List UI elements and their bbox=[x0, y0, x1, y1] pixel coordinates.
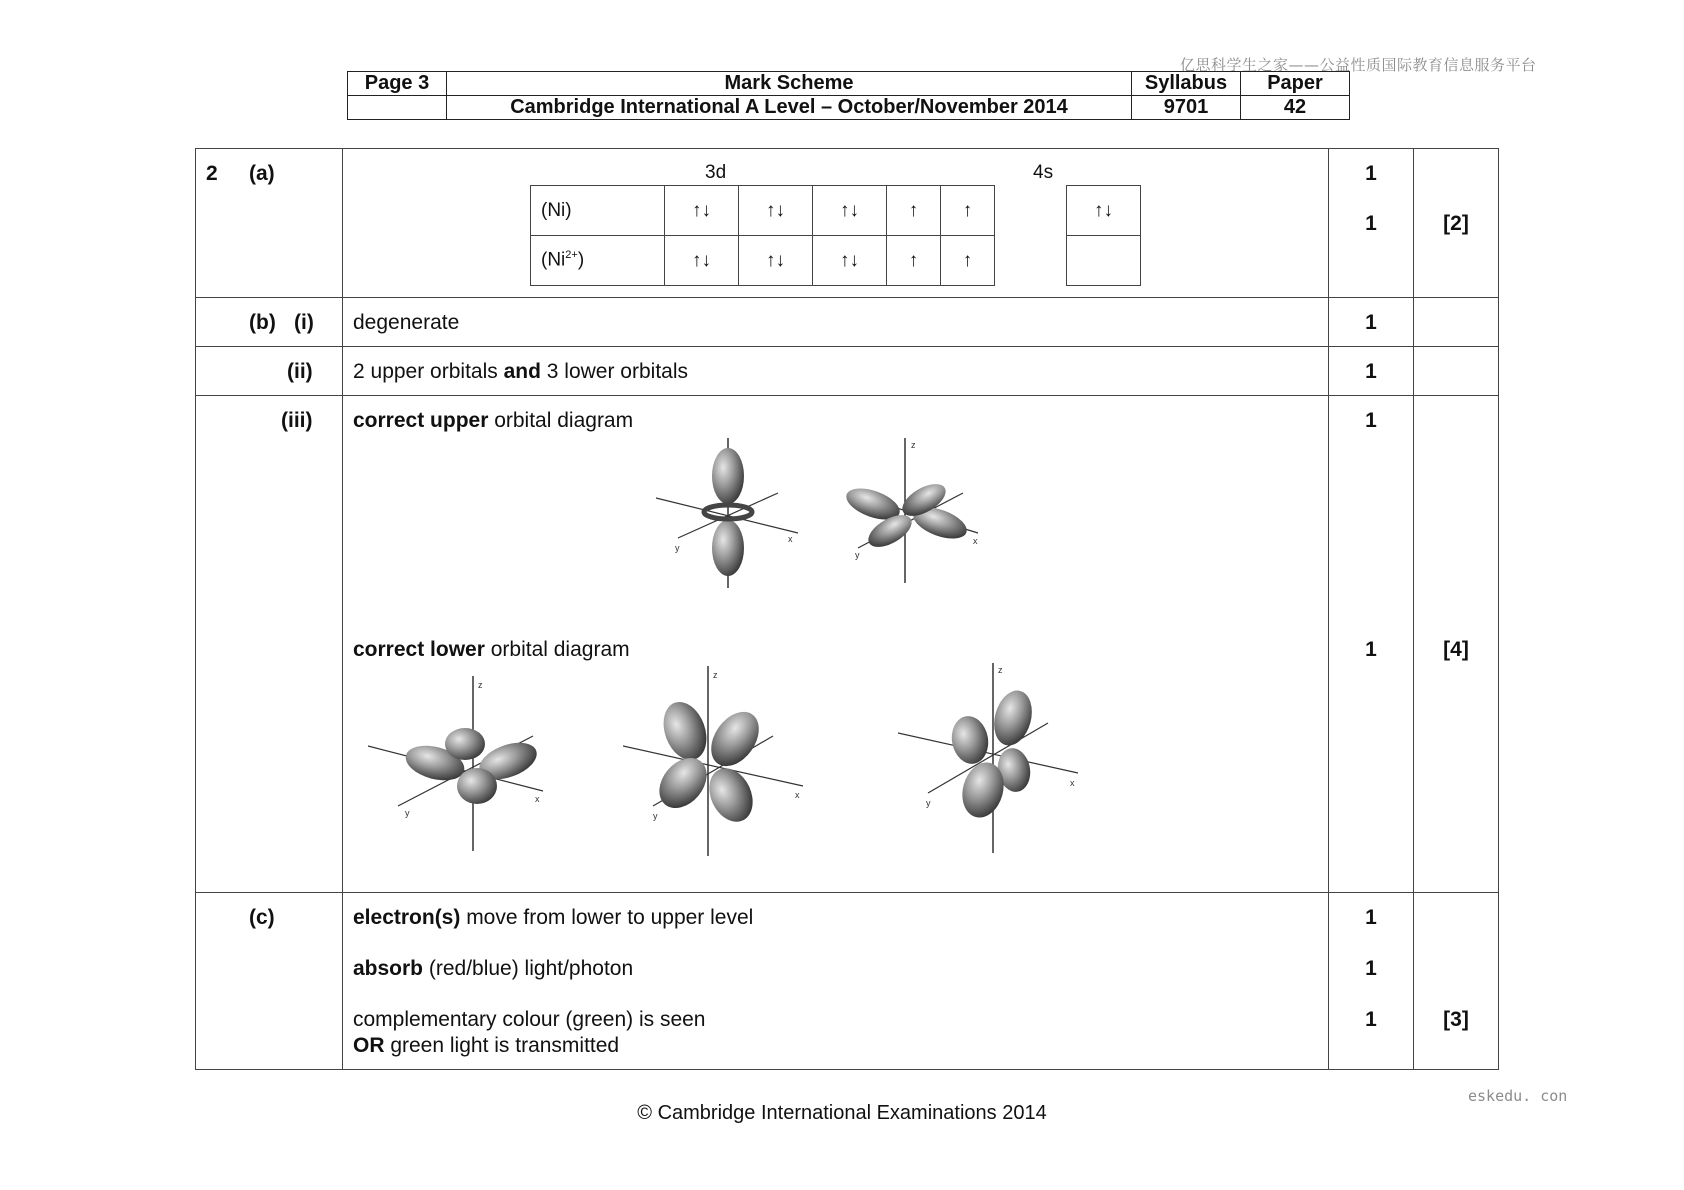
question-part: (a) bbox=[249, 162, 275, 185]
question-subpart: (ii) bbox=[287, 360, 313, 383]
dx2y2-orbital-diagram bbox=[833, 438, 983, 588]
svg-text:y: y bbox=[855, 550, 860, 560]
total-mark: [3] bbox=[1443, 1008, 1469, 1031]
question-number: 2 bbox=[206, 162, 218, 185]
answer-text: complementary colour (green) is seen bbox=[353, 1008, 706, 1031]
total-cell bbox=[1414, 347, 1499, 396]
svg-text:x: x bbox=[973, 536, 978, 546]
syllabus-label: Syllabus bbox=[1132, 72, 1241, 96]
answer-text: absorb (red/blue) light/photon bbox=[353, 957, 634, 980]
answer-text: OR green light is transmitted bbox=[353, 1034, 620, 1057]
svg-text:y: y bbox=[653, 811, 658, 821]
question-cell bbox=[196, 347, 343, 396]
orbital-box: ↑↓ bbox=[1067, 186, 1141, 236]
question-cell bbox=[196, 298, 343, 347]
mark-scheme-table bbox=[195, 148, 1499, 1070]
orbital-box: ↑↓ bbox=[813, 236, 887, 286]
syllabus-code: 9701 bbox=[1132, 96, 1241, 120]
answer-cell bbox=[343, 298, 1329, 347]
dyz-orbital-diagram bbox=[898, 658, 1083, 853]
svg-text:x: x bbox=[795, 790, 800, 800]
svg-text:x: x bbox=[1070, 778, 1075, 788]
row-label-ni2: $(Ni^{2+})$ bbox=[531, 236, 665, 286]
question-subpart: (i) bbox=[294, 311, 314, 334]
label-3d: 3d bbox=[705, 162, 727, 183]
svg-text:y: y bbox=[926, 798, 931, 808]
copyright-footer: © Cambridge International Examinations 2014 bbox=[637, 1102, 1047, 1124]
orbital-box: ↑ bbox=[941, 186, 995, 236]
svg-text:x: x bbox=[535, 794, 540, 804]
question-cell bbox=[196, 396, 343, 893]
watermark-url: eskedu. con bbox=[1468, 1087, 1568, 1105]
dxy-orbital-diagram bbox=[363, 666, 548, 851]
orbital-box: ↑↓ bbox=[739, 236, 813, 286]
exam-name: Cambridge International A Level – October/November 2014 bbox=[447, 96, 1132, 120]
answer-text: 2 upper orbitals and 3 lower orbitals bbox=[353, 360, 688, 383]
mark: 1 bbox=[1365, 212, 1377, 235]
total-mark: [2] bbox=[1443, 212, 1469, 235]
dxz-orbital-diagram bbox=[623, 661, 808, 856]
mark: 1 bbox=[1365, 906, 1377, 929]
orbital-box: ↑↓ bbox=[739, 186, 813, 236]
dz2-orbital-diagram bbox=[653, 438, 803, 588]
mark-cell bbox=[1329, 347, 1414, 396]
paper-number: 42 bbox=[1241, 96, 1350, 120]
orbital-box-3d bbox=[530, 185, 995, 286]
answer-cell bbox=[343, 396, 1329, 893]
svg-text:z: z bbox=[478, 680, 483, 690]
svg-text:z: z bbox=[911, 440, 916, 450]
total-mark: [4] bbox=[1443, 638, 1469, 661]
header-table bbox=[347, 71, 1350, 120]
row-label-ni: (Ni) bbox=[531, 186, 665, 236]
question-cell bbox=[196, 893, 343, 1070]
answer-text: correct upper orbital diagram bbox=[353, 409, 634, 432]
paper-label: Paper bbox=[1241, 72, 1350, 96]
page-number: Page 3 bbox=[348, 72, 447, 96]
answer-text: degenerate bbox=[353, 311, 460, 334]
orbital-box: ↑ bbox=[887, 186, 941, 236]
orbital-box bbox=[1067, 236, 1141, 286]
label-4s: 4s bbox=[1033, 162, 1054, 183]
mark: 1 bbox=[1365, 360, 1377, 383]
orbital-box: ↑ bbox=[941, 236, 995, 286]
question-subpart: (iii) bbox=[281, 409, 313, 432]
mark-cell bbox=[1329, 396, 1414, 893]
total-cell bbox=[1414, 298, 1499, 347]
answer-text: electron(s) move from lower to upper level bbox=[353, 906, 754, 929]
mark: 1 bbox=[1365, 1008, 1377, 1031]
orbital-box-4s bbox=[1066, 185, 1141, 286]
row-2bii bbox=[196, 347, 1499, 396]
svg-text:x: x bbox=[788, 534, 793, 544]
row-2a bbox=[196, 149, 1499, 298]
header-empty-cell bbox=[348, 96, 447, 120]
watermark-text: 亿思科学生之家——公益性质国际教育信息服务平台 bbox=[1180, 56, 1537, 74]
svg-text:y: y bbox=[675, 543, 680, 553]
svg-text:z: z bbox=[998, 665, 1003, 675]
row-2c bbox=[196, 893, 1499, 1070]
question-cell bbox=[196, 149, 343, 298]
question-part: (c) bbox=[249, 906, 275, 929]
total-cell bbox=[1414, 396, 1499, 893]
total-cell bbox=[1414, 149, 1499, 298]
header-title: Mark Scheme bbox=[447, 72, 1132, 96]
svg-text:z: z bbox=[713, 670, 718, 680]
svg-text:y: y bbox=[405, 808, 410, 818]
answer-text: correct lower orbital diagram bbox=[353, 638, 630, 661]
row-2biii bbox=[196, 396, 1499, 893]
mark-cell bbox=[1329, 149, 1414, 298]
mark: 1 bbox=[1365, 409, 1377, 432]
mark: 1 bbox=[1365, 162, 1377, 185]
mark-cell bbox=[1329, 298, 1414, 347]
total-cell bbox=[1414, 893, 1499, 1070]
orbital-box: ↑↓ bbox=[665, 236, 739, 286]
question-part: (b) bbox=[249, 311, 276, 334]
answer-cell bbox=[343, 347, 1329, 396]
orbital-box: ↑ bbox=[887, 236, 941, 286]
orbital-box: ↑↓ bbox=[813, 186, 887, 236]
mark-cell bbox=[1329, 893, 1414, 1070]
answer-cell bbox=[343, 893, 1329, 1070]
mark: 1 bbox=[1365, 311, 1377, 334]
row-2bi bbox=[196, 298, 1499, 347]
mark: 1 bbox=[1365, 638, 1377, 661]
mark: 1 bbox=[1365, 957, 1377, 980]
orbital-box: ↑↓ bbox=[665, 186, 739, 236]
answer-cell bbox=[343, 149, 1329, 298]
